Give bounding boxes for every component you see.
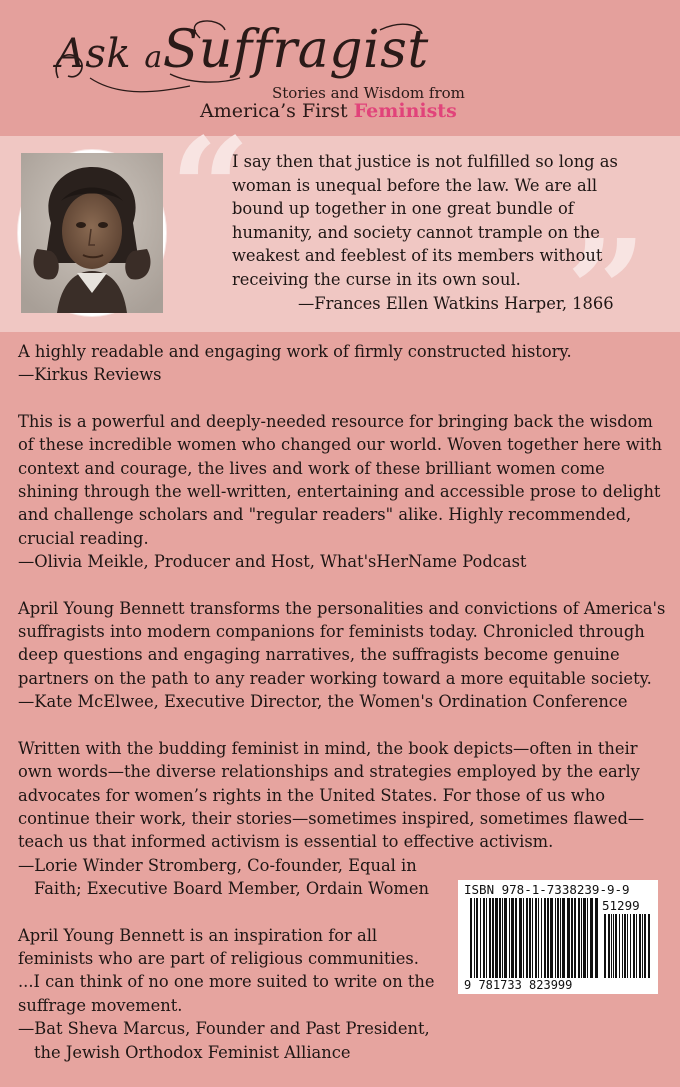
price-barcode-bar: [624, 914, 626, 978]
review-attribution-line2: Faith; Executive Board Member, Ordain Women: [34, 879, 429, 899]
barcode-bar: [555, 898, 556, 978]
logo-word-suffragist: Suffragist: [162, 20, 429, 80]
open-quote-mark: “: [170, 108, 251, 272]
barcode-bar: [595, 898, 598, 978]
barcode-bar: [504, 898, 507, 978]
review-text: This is a powerful and deeply-needed resource for bringing back the wisdom of these incredible women who changed our world. Woven together here with context and courage, the lives and work of these brilliant women come shining through the well-written, entertaining and accessible prose to delight and challenge scholars and "regular readers" alike. Highly recommended, crucial reading.: [18, 411, 663, 548]
review-attribution-line2: the Jewish Orthodox Feminist Alliance: [34, 1042, 351, 1062]
barcode-bar: [538, 898, 539, 978]
review-text: Written with the budding feminist in mind, the book depicts—often in their own words—the diverse relationships and strategies employed by the early advocates for women’s rights in the United States. For those of us who continue their work, their stories—sometimes inspired, sometimes flawed—teach us that informed activism is essential to effective activism.: [18, 738, 645, 852]
barcode-bar: [532, 898, 533, 978]
logo-subtitle-line1: Stories and Wisdom from: [272, 84, 465, 102]
barcode-bar: [526, 898, 528, 978]
portrait-frances-harper: [18, 150, 166, 316]
price-barcode-bar: [622, 914, 623, 978]
barcode-bar: [495, 898, 498, 978]
logo-subtitle-accent: Feminists: [353, 100, 457, 122]
review-text: April Young Bennett transforms the personalities and convictions of America's suffragists into modern companions for feminists today. Chronicled through deep questions and engaging narratives, the suffragists become genuine partners on the path to any reader working toward a more equitable society.: [18, 598, 666, 688]
harper-quote-text: I say then that justice is not fulfilled so long as woman is unequal before the law. We are all bound up together in one great bundle of humanity, and society cannot trample on the weakest and feeblest of its members without receiving the curse in its own soul.: [232, 152, 618, 289]
barcode-bar: [523, 898, 524, 978]
barcode-bar: [574, 898, 576, 978]
price-barcode-bar: [627, 914, 628, 978]
barcode-bar: [560, 898, 561, 978]
barcode-bar: [483, 898, 485, 978]
barcode-bar: [571, 898, 573, 978]
review-attribution-line1: —Bat Sheva Marcus, Founder and Past President,: [18, 1019, 430, 1039]
isbn-barcode: [458, 880, 658, 994]
price-barcode-bar: [613, 914, 614, 978]
price-barcode-bar: [619, 914, 620, 978]
barcode-bar: [557, 898, 559, 978]
logo-title: [56, 20, 429, 80]
barcode-bar: [583, 898, 586, 978]
barcode-bar: [529, 898, 531, 978]
price-barcode-bar: [630, 914, 631, 978]
logo-word-ask: Ask: [56, 31, 132, 77]
review-lorie-stromberg: [18, 737, 668, 901]
price-barcode-bar: [611, 914, 612, 978]
price-barcode-bar: [615, 914, 617, 978]
portrait-image: [21, 153, 163, 313]
barcode-bar: [567, 898, 570, 978]
price-barcode-bar: [648, 914, 650, 978]
barcode-bar: [502, 898, 503, 978]
review-kate-mcelwee: [18, 597, 668, 714]
barcode-bar: [550, 898, 553, 978]
price-code: 51299: [602, 898, 640, 913]
barcode-bar: [519, 898, 522, 978]
barcode-bar: [476, 898, 478, 978]
review-attribution: —Olivia Meikle, Producer and Host, What'sHerName Podcast: [18, 552, 527, 572]
review-attribution: —Kirkus Reviews: [18, 365, 162, 385]
barcode-bar: [489, 898, 491, 978]
price-barcode-bar: [636, 914, 637, 978]
price-barcode-bar: [604, 914, 606, 978]
harper-quote-attribution: —Frances Ellen Watkins Harper, 1866: [298, 294, 614, 313]
book-logo: [50, 18, 490, 128]
isbn-label: ISBN 978-1-7338239-9-9: [464, 882, 630, 897]
price-barcode-bar: [633, 914, 635, 978]
barcode-bar: [535, 898, 537, 978]
barcode-bar: [511, 898, 514, 978]
logo-subtitle-prefix: America’s First: [200, 100, 354, 122]
barcode-bar: [515, 898, 517, 978]
barcode-bar: [499, 898, 501, 978]
review-olivia-meikle: [18, 410, 668, 574]
barcode-bar: [562, 898, 565, 978]
price-barcode-bar: [639, 914, 641, 978]
review-attribution-line1: —Lorie Winder Stromberg, Co-founder, Equal in: [18, 855, 417, 875]
review-text: A highly readable and engaging work of firmly constructed history.: [18, 342, 572, 361]
review-text: April Young Bennett is an inspiration for all feminists who are part of religious communities. ...I can think of no one more suited to write on the suffrage movement.: [18, 925, 435, 1015]
barcode-bar: [547, 898, 549, 978]
barcode-digits: 9 781733 823999: [464, 978, 573, 992]
barcode-bar: [590, 898, 593, 978]
barcode-bar: [492, 898, 494, 978]
price-barcode-bar: [644, 914, 646, 978]
logo-word-a: a: [144, 40, 163, 75]
barcode-bar: [578, 898, 580, 978]
barcode-bar: [587, 898, 588, 978]
price-barcode-bar: [642, 914, 643, 978]
review-attribution: —Kate McElwee, Executive Director, the Women's Ordination Conference: [18, 692, 628, 712]
header: [0, 0, 680, 136]
close-quote-mark: ”: [566, 210, 647, 374]
barcode-bar: [480, 898, 481, 978]
barcode-bar: [509, 898, 510, 978]
review-bat-sheva-marcus: [18, 924, 438, 1064]
price-barcode-bar: [608, 914, 610, 978]
barcode-bar: [544, 898, 546, 978]
barcode-bar: [486, 898, 487, 978]
barcode-bar: [541, 898, 542, 978]
barcode-bar: [474, 898, 475, 978]
barcode-bar: [470, 898, 472, 978]
review-kirkus: [18, 340, 668, 387]
barcode-bar: [581, 898, 582, 978]
